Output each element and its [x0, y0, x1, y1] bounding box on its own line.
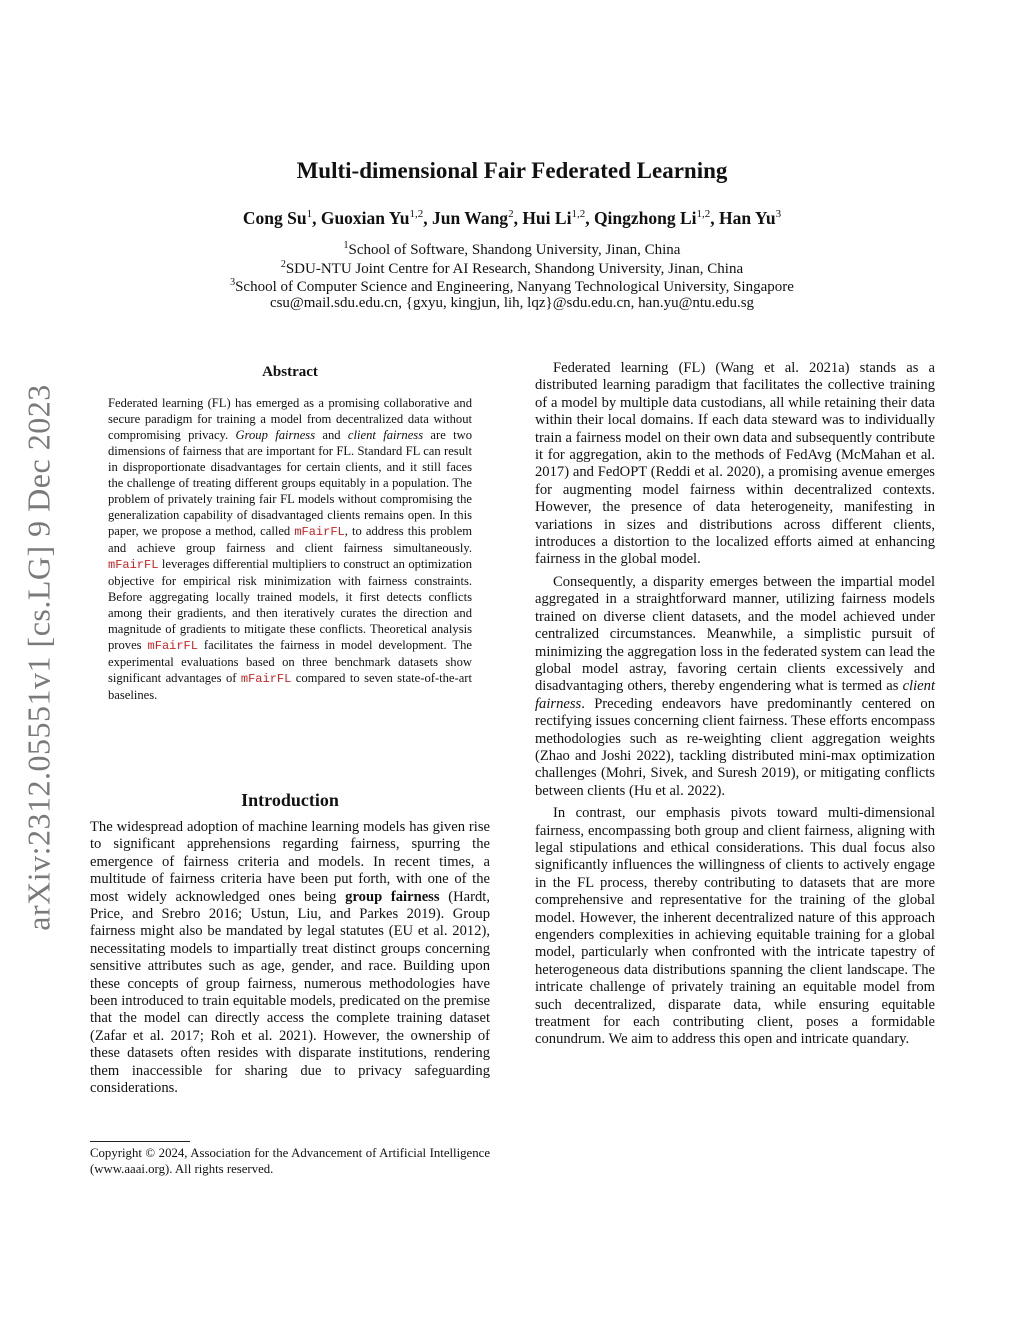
paragraph: Consequently, a disparity emerges between the impartial model aggregated in a straightforward manner, utilizing fairness models trained on diverse client datasets, and the model achieved under centralized circumstances. Meanwhile, a simplistic pursuit of minimizing the aggregation loss in the federated system can lead the global model astray, favoring certain clients excessively and disadvantaging others, thereby engendering what is termed as client fairness. Preceding endeavors have predominantly centered on rectifying issues concerning client fairness. These efforts encompass methodologies such as re-weighting client aggregation weights (Zhao and Joshi 2022), tackling distributed mini-max optimization challenges (Mohri, Sivek, and Suresh 2019), or mitigating conflicts between clients (Hu et al. 2022).	[535, 573, 935, 799]
affiliation: $^3$School of Computer Science and Engineering, Nanyang Technological University, Singapore	[230, 277, 794, 295]
abstract-heading: Abstract	[262, 364, 318, 380]
author-list: Cong Su$^1$, Guoxian Yu$^{1,2}$, Jun Wang$^2$, Hui Li$^{1,2}$, Qingzhong Li$^{1,2}$, Han Yu$^3$	[242, 208, 782, 228]
paper-title: Multi-dimensional Fair Federated Learning	[296, 158, 728, 183]
author-name: Han Yu	[719, 208, 776, 228]
abstract-body: Federated learning (FL) has emerged as a promising collaborative and secure paradigm for training a model from decentralized data without compromising privacy. Group fairness and client fairness are two dimensions of fairness that are important for FL. Standard FL can result in disproportionate disadvantages for certain clients, and it still faces the challenge of treating different groups equitably in a population. The problem of privately training fair FL models without compromising the generalization capability of disadvantaged clients remains open. In this paper, we propose a method, called mFairFL, to address this problem and achieve group fairness and client fairness simultaneously. mFairFL leverages differential multipliers to construct an optimization objective for empirical risk minimization with fairness constraints. Before aggregating locally trained models, it first detects conflicts among their gradients, and then iteratively curates the direction and magnitude of gradients to mitigate these conflicts. Theoretical analysis proves mFairFL facilitates the fairness in model development. The experimental evaluations based on three benchmark datasets show significant advantages of mFairFL compared to seven state-of-the-art baselines.	[108, 396, 473, 702]
author-affil: 1	[306, 208, 313, 221]
footnote-rule	[90, 1141, 190, 1142]
author-affil: 3	[775, 208, 782, 221]
method-name: mFairFL	[294, 525, 345, 539]
author-name: Hui Li	[522, 208, 572, 228]
author-affil: 2	[508, 208, 514, 221]
affiliation: $^2$SDU-NTU Joint Centre for AI Research, Shandong University, Jinan, China	[280, 259, 744, 277]
copyright-notice: Copyright © 2024, Association for the Advancement of Artificial Intelligence (www.aaai.org). All rights reserved.	[90, 1146, 490, 1176]
introduction-body: The widespread adoption of machine learning models has given rise to significant apprehensions regarding fairness, spurring the emergence of fairness criteria and models. In recent times, a multitude of fairness criteria have been put forth, with one of the most widely acknowledged ones being group fairness (Hardt, Price, and Srebro 2016; Ustun, Liu, and Parkes 2019). Group fairness might also be mandated by legal statutes (EU et al. 2012), necessitating models to impartially treat distinct groups concerning sensitive attributes such as age, gender, and race. Building upon these concepts of group fairness, numerous methodologies have been introduced to train equitable models, predicated on the premise that the model can directly access the complete training dataset (Zafar et al. 2017; Roh et al. 2021). However, the ownership of these datasets often resides with disparate institutions, rendering them inaccessible for sharing due to privacy safeguarding considerations.	[90, 819, 490, 1097]
author-emails: csu@mail.sdu.edu.cn, {gxyu, kingjun, lih, lqz}@sdu.edu.cn, han.yu@ntu.edu.sg	[269, 295, 755, 311]
method-name: mFairFL	[240, 672, 292, 686]
section-heading-introduction: Introduction	[241, 790, 339, 810]
paragraph: In contrast, our emphasis pivots toward multi-dimensional fairness, encompassing both group and client fairness, aligning with legal stipulations and ethical considerations. This dual focus also significantly influences the willingness of clients to actively engage in the FL process, thereby contributing to datasets that are more comprehensive and representative for the training of the global model. However, the inherent decentralized nature of this approach engenders complexities in achieving equitable training for a global model, particularly when confronted with the intricate tapestry of heterogeneous data distributions spanning the client landscape. The intricate challenge of privately training an equitable model from such decentralized, disparate data, while ensuring equitable treatment for each contributing client, poses a formidable conundrum. We aim to address this open and intricate quandary.	[535, 805, 935, 1048]
paragraph: Federated learning (FL) (Wang et al. 2021a) stands as a distributed learning paradigm that facilitates the collective training of a model by multiple data custodians, all while retaining their data within their local domains. If each data steward was to individually train a fairness model on their own data and subsequently contribute it for aggregation, akin to the methods of FedAvg (McMahan et al. 2017) and FedOPT (Reddi et al. 2020), a promising avenue emerges for augmenting model fairness within decentralized contexts. However, the presence of data heterogeneity, manifesting in variations in sizes and distributions across different clients, introduces a distortion to the localized efforts aimed at enhancing fairness in the global model.	[535, 360, 935, 568]
affiliation: $^1$School of Software, Shandong University, Jinan, China	[343, 240, 681, 258]
author-name: Guoxian Yu	[320, 208, 410, 228]
author-affil: 1,2	[409, 208, 424, 221]
author-affil: 1,2	[696, 208, 711, 221]
right-column-body	[535, 360, 935, 1049]
method-name: mFairFL	[108, 558, 159, 572]
author-affil: 1,2	[571, 208, 586, 221]
author-name: Qingzhong Li	[593, 208, 697, 228]
author-name: Jun Wang	[432, 208, 509, 228]
method-name: mFairFL	[147, 639, 198, 653]
arxiv-stamp: arXiv:2312.05551v1 [cs.LG] 9 Dec 2023	[20, 384, 57, 931]
author-name: Cong Su	[242, 208, 307, 228]
